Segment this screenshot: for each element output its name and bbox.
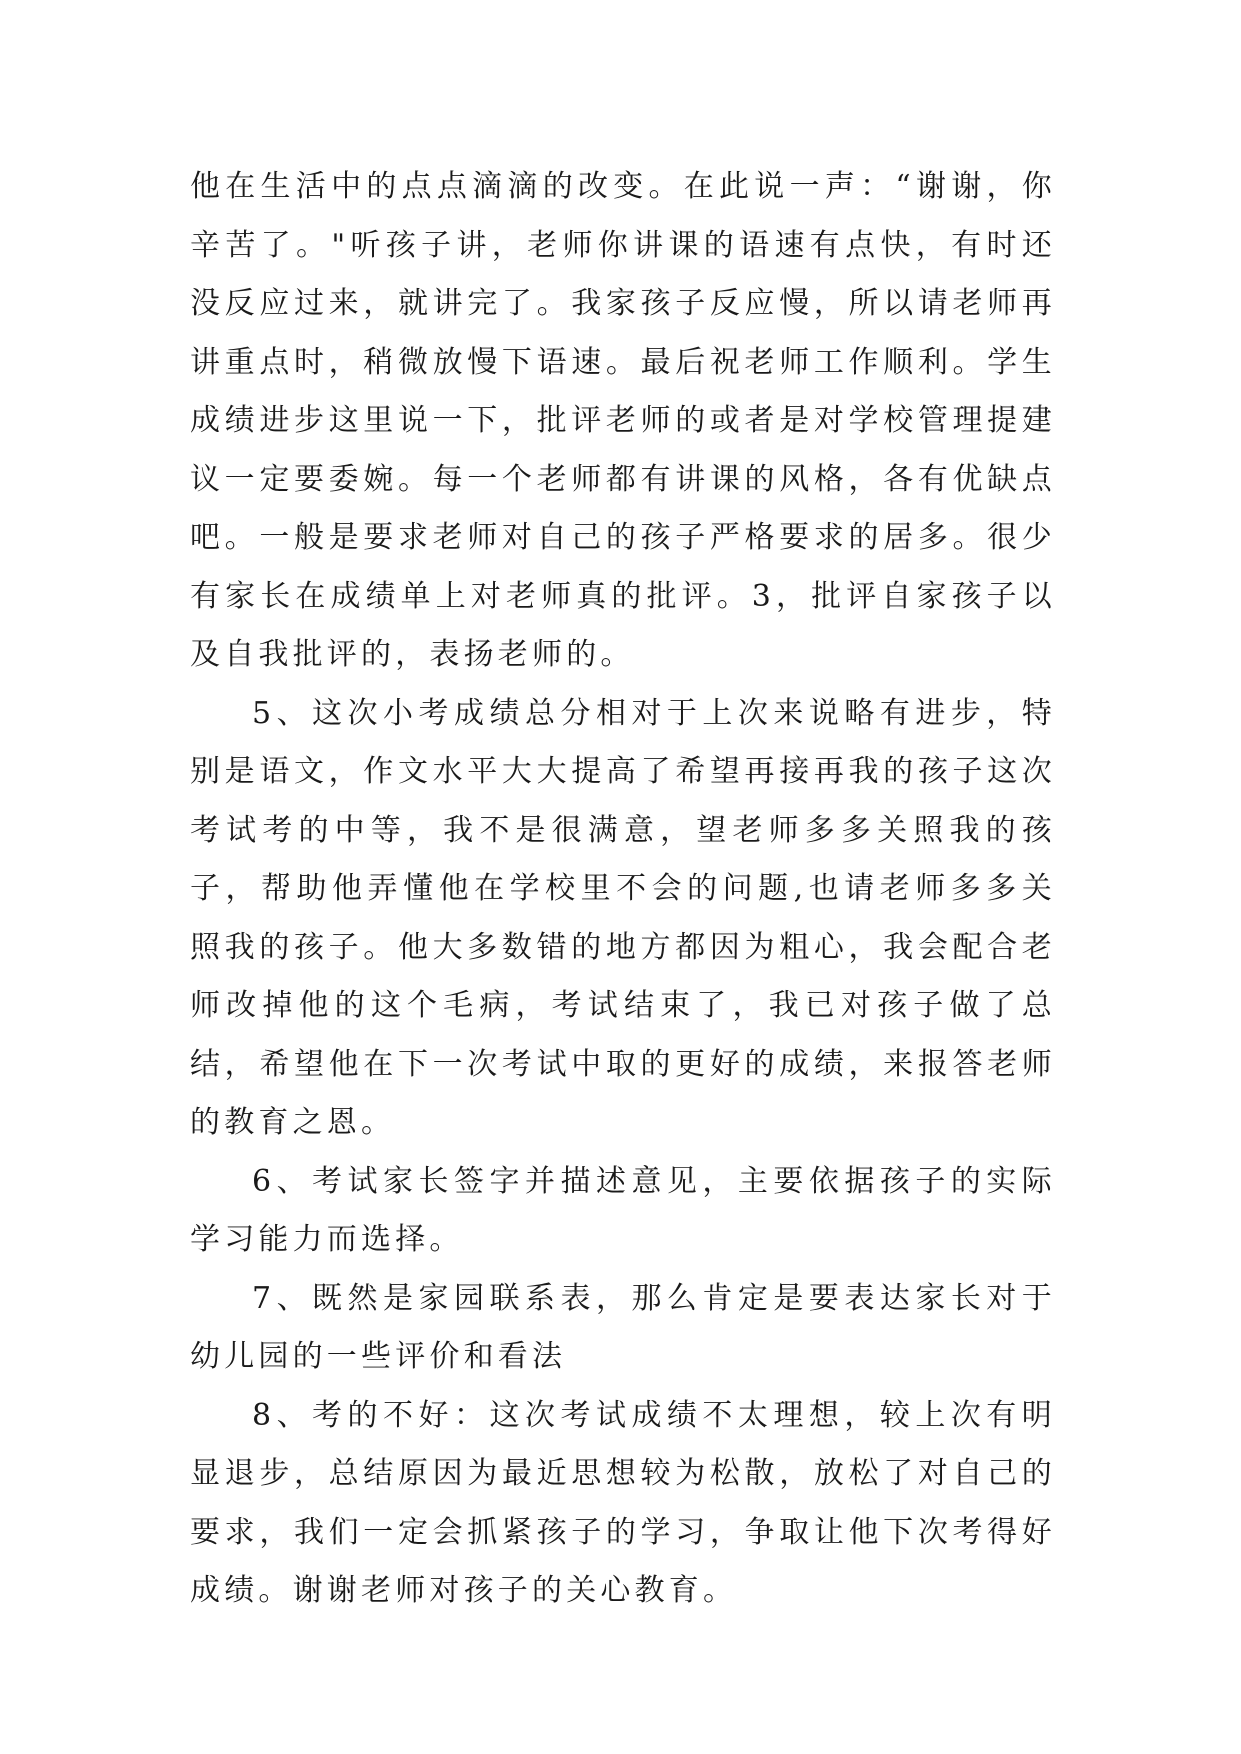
paragraph-item-8: 8、考的不好：这次考试成绩不太理想，较上次有明显退步，总结原因为最近思想较为松散，放松了对自己的要求，我们一定会抓紧孩子的学习，争取让他下次考得好成绩。谢谢老师对孩子的关心教育。 bbox=[190, 1397, 1056, 1608]
paragraph-item-7: 7、既然是家园联系表，那么肯定是要表达家长对于幼儿园的一些评价和看法 bbox=[190, 1280, 1056, 1374]
paragraph-item-6: 6、考试家长签字并描述意见，主要依据孩子的实际学习能力而选择。 bbox=[190, 1163, 1056, 1257]
paragraph-continuation: 他在生活中的点点滴滴的改变。在此说一声：“谢谢，你辛苦了。"听孩子讲，老师你讲课的语速有点快，有时还没反应过来，就讲完了。我家孩子反应慢，所以请老师再讲重点时，稍微放慢下语速。最后祝老师工作顺利。学生成绩进步这里说一下，批评老师的或者是对学校管理提建议一定要委婉。每一个老师都有讲课的风格，各有优缺点吧。一般是要求老师对自己的孩子严格要求的居多。很少有家长在成绩单上对老师真的批评。3，批评自家孩子以及自我批评的，表扬老师的。 bbox=[190, 169, 1056, 672]
document-body bbox=[190, 158, 1056, 1621]
paragraph-item-5: 5、这次小考成绩总分相对于上次来说略有进步，特别是语文，作文水平大大提高了希望再接再我的孩子这次考试考的中等，我不是很满意，望老师多多关照我的孩子，帮助他弄懂他在学校里不会的问题,也请老师多多关照我的孩子。他大多数错的地方都因为粗心，我会配合老师改掉他的这个毛病，考试结束了，我已对孩子做了总结，希望他在下一次考试中取的更好的成绩，来报答老师的教育之恩。 bbox=[190, 695, 1056, 1140]
